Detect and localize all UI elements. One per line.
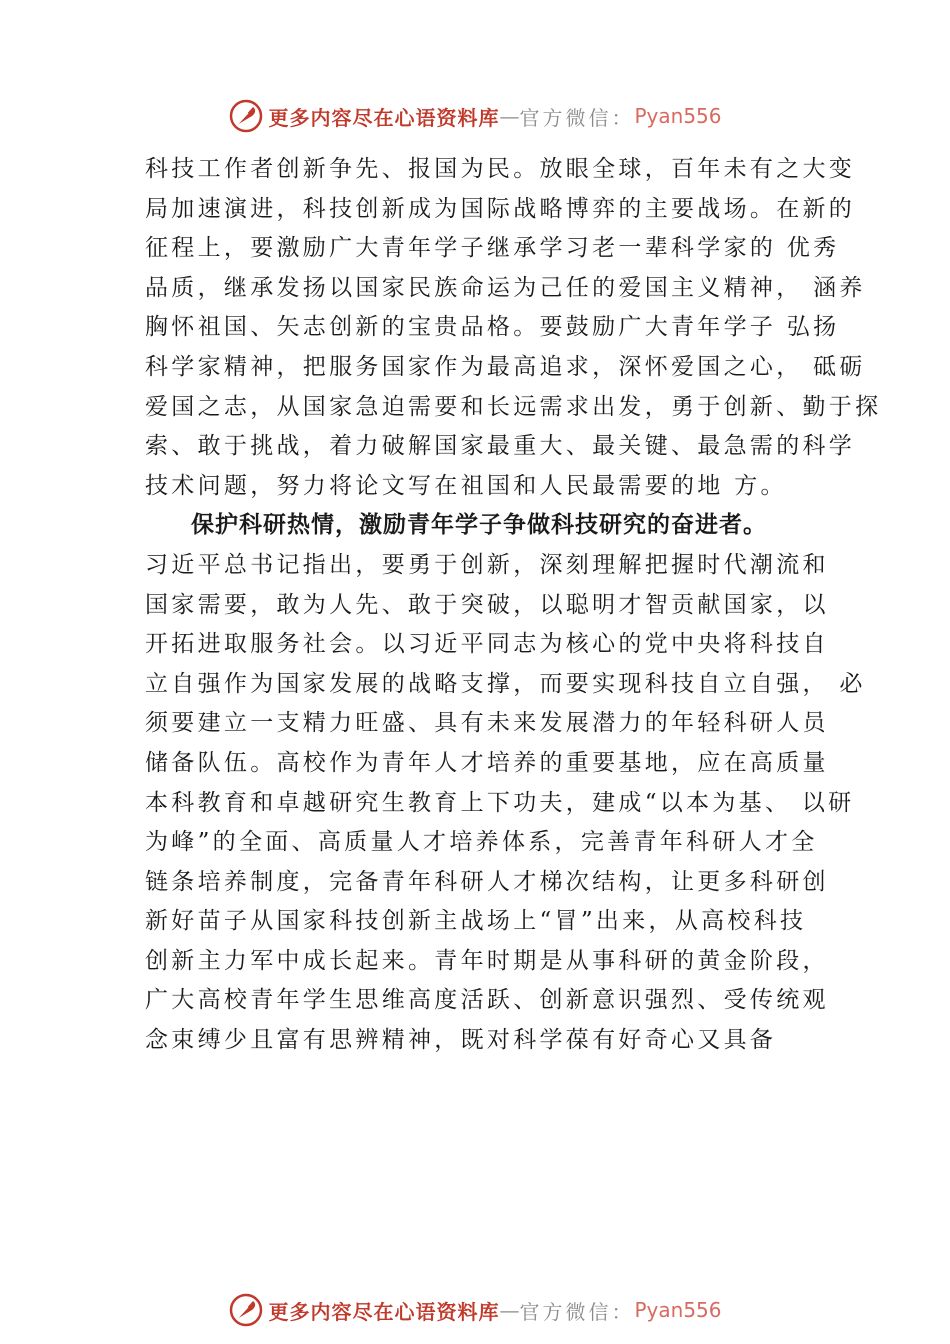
text-line: 立自强作为国家发展的战略支撑，而要实现科技自立自强， 必 (145, 670, 866, 697)
text-line: 局加速演进，科技创新成为国际战略博弈的主要战场。在新的 (145, 195, 856, 222)
text-line: 爱国之志，从国家急迫需要和长远需求出发，勇于创新、勤于探 (145, 393, 882, 420)
text-line: 开拓进取服务社会。以习近平同志为核心的党中央将科技自 (145, 631, 829, 658)
text-line: 创新主力军中成长起来。青年时期是从事科研的黄金阶段， (145, 947, 829, 974)
text-line: 品质，继承发扬以国家民族命运为己任的爱国主义精神， 涵养 (145, 274, 866, 301)
quill-pen-icon (228, 1292, 264, 1328)
separator: — (499, 104, 520, 128)
text-line: 储备队伍。高校作为青年人才培养的重要基地，应在高质量 (145, 749, 829, 776)
quill-pen-icon (228, 98, 264, 134)
document-body (145, 150, 882, 1061)
text-line: 广大高校青年学生思维高度活跃、创新意识强烈、受传统观 (145, 987, 829, 1014)
text-line: 新好苗子从国家科技创新主战场上“冒”出来，从高校科技 (145, 908, 807, 935)
text-line: 链条培养制度，完备青年科研人才梯次结构，让更多科研创 (145, 868, 829, 895)
text-line: 索、敢于挑战，着力破解国家最重大、最关键、最急需的科学 (145, 433, 856, 460)
wechat-id: Pyan556 (634, 104, 722, 128)
separator: — (499, 1298, 520, 1322)
paragraph-2 (145, 546, 866, 1061)
text-line: 须要建立一支精力旺盛、具有未来发展潜力的年轻科研人员 (145, 710, 829, 737)
site-name: 更多内容尽在心语资料库 (268, 1299, 500, 1324)
text-line: 国家需要，敢为人先、敢于突破，以聪明才智贡献国家，以 (145, 591, 829, 618)
text-line: 科学家精神，把服务国家作为最高追求，深怀爱国之心， 砥砺 (145, 353, 866, 380)
text-line: 胸怀祖国、矢志创新的宝贵品格。要鼓励广大青年学子 弘扬 (145, 314, 840, 341)
text-line: 为峰”的全面、高质量人才培养体系，完善青年科研人才全 (145, 829, 818, 856)
text-line: 科技工作者创新争先、报国为民。放眼全球，百年未有之大变 (145, 156, 856, 182)
wechat-label: 官方微信： (519, 1299, 635, 1324)
header-banner (0, 96, 950, 136)
wechat-id: Pyan556 (634, 1298, 722, 1322)
site-name: 更多内容尽在心语资料库 (268, 105, 500, 130)
footer-banner (0, 1290, 950, 1330)
paragraph-1 (145, 150, 882, 506)
text-line: 习近平总书记指出，要勇于创新，深刻理解把握时代潮流和 (145, 551, 829, 578)
wechat-label: 官方微信： (519, 105, 635, 130)
text-line: 征程上，要激励广大青年学子继承学习老一辈科学家的 优秀 (145, 235, 840, 262)
text-line: 念束缚少且富有思辨精神，既对科学葆有好奇心又具备 (145, 1027, 777, 1054)
text-line: 本科教育和卓越研究生教育上下功夫，建成“以本为基、 以研 (145, 789, 855, 816)
text-line: 技术问题，努力将论文写在祖国和人民最需要的地 方。 (145, 472, 787, 499)
section-heading: 保护科研热情，激励青年学子争做科技研究的奋进者。 (191, 512, 767, 539)
